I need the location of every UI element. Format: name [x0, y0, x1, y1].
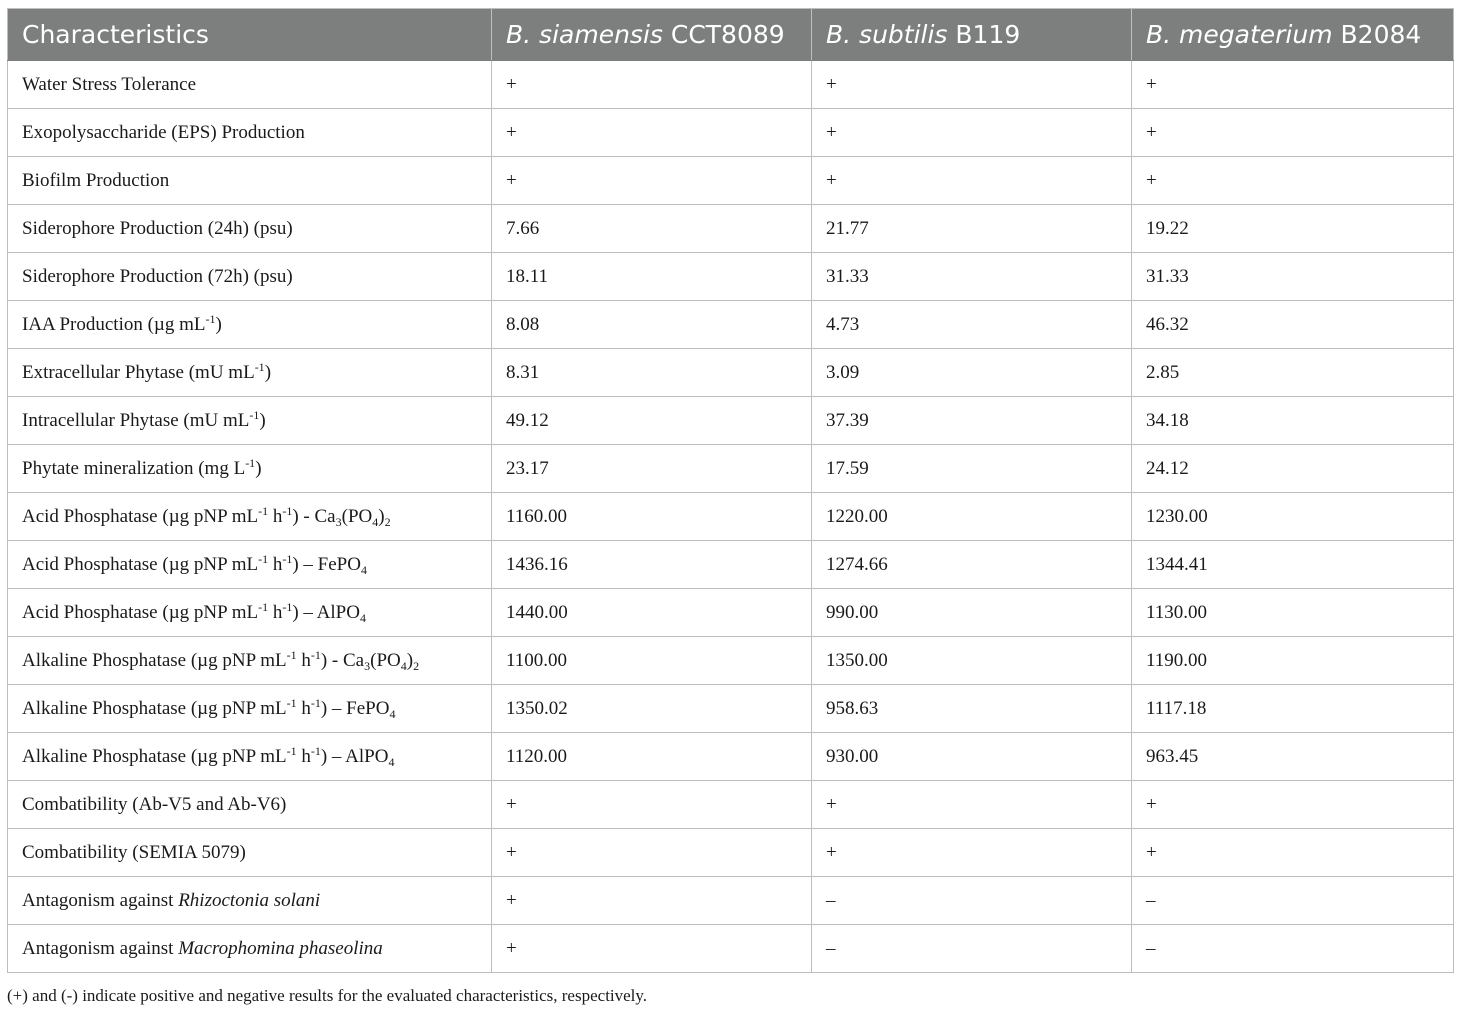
characteristic-label [8, 541, 492, 589]
table-row [8, 349, 1454, 397]
label-text: ) [378, 505, 385, 527]
table-row [8, 445, 1454, 493]
superscript: -1 [245, 455, 256, 470]
value-cell: 7.66 [492, 205, 812, 253]
table-body [8, 61, 1454, 973]
value-cell: 2.85 [1132, 349, 1454, 397]
organism-name: Rhizoctonia solani [178, 889, 321, 911]
label-text: h [296, 745, 311, 767]
label-text: Combatibility (Ab-V5 and Ab-V6) [22, 793, 287, 815]
characteristic-label [8, 205, 492, 253]
value-cell: + [492, 157, 812, 205]
species-name: B. subtilis [826, 20, 948, 49]
value-cell: + [492, 109, 812, 157]
label-text: Antagonism against [22, 889, 179, 911]
subscript: 2 [413, 658, 420, 673]
value-cell: + [812, 829, 1132, 877]
label-text: h [296, 649, 311, 671]
header-characteristics [8, 9, 492, 61]
table-row [8, 541, 1454, 589]
value-cell: + [1132, 781, 1454, 829]
label-text: ) - Ca [292, 505, 336, 527]
superscript: -1 [254, 359, 265, 374]
label-text: Water Stress Tolerance [22, 73, 197, 95]
table-row [8, 205, 1454, 253]
value-cell: 18.11 [492, 253, 812, 301]
header-label: CCT8089 [662, 20, 785, 49]
value-cell: 1436.16 [492, 541, 812, 589]
value-cell: 990.00 [812, 589, 1132, 637]
label-text: ) – FePO [292, 553, 361, 575]
superscript: -1 [258, 551, 269, 566]
value-cell: 8.08 [492, 301, 812, 349]
label-text: ) [406, 649, 414, 671]
header-strain-3 [1132, 9, 1454, 61]
label-text: h [268, 601, 283, 623]
label-text: Phytate mineralization (mg L [22, 457, 246, 479]
characteristic-label [8, 877, 492, 925]
value-cell: 1274.66 [812, 541, 1132, 589]
value-cell: 1220.00 [812, 493, 1132, 541]
characteristic-label [8, 445, 492, 493]
value-cell: + [812, 157, 1132, 205]
value-cell: 31.33 [812, 253, 1132, 301]
value-cell: + [492, 877, 812, 925]
table-row [8, 157, 1454, 205]
table-header-row [8, 9, 1454, 61]
label-text: ) [215, 313, 222, 335]
value-cell: 49.12 [492, 397, 812, 445]
characteristic-label [8, 109, 492, 157]
table-row [8, 61, 1454, 109]
value-cell: 3.09 [812, 349, 1132, 397]
label-text: Acid Phosphatase (µg pNP mL [22, 553, 259, 575]
label-text: Intracellular Phytase (mU mL [22, 409, 250, 431]
value-cell: + [812, 109, 1132, 157]
characteristic-label [8, 349, 492, 397]
value-cell: + [1132, 109, 1454, 157]
table-footnote: (+) and (-) indicate positive and negative results for the evaluated characteristics, respectively. [7, 986, 648, 1005]
superscript: -1 [310, 743, 321, 758]
characteristic-label [8, 781, 492, 829]
label-text: Alkaline Phosphatase (µg pNP mL [22, 649, 287, 671]
characteristic-label [8, 733, 492, 781]
superscript: -1 [286, 695, 297, 710]
characteristic-label [8, 685, 492, 733]
table-row [8, 829, 1454, 877]
superscript: -1 [282, 503, 293, 518]
value-cell: 963.45 [1132, 733, 1454, 781]
value-cell: 1100.00 [492, 637, 812, 685]
subscript: 4 [359, 610, 366, 625]
label-text: Siderophore Production (24h) (psu) [22, 217, 293, 239]
value-cell: + [492, 61, 812, 109]
label-text: Combatibility (SEMIA 5079) [22, 841, 246, 863]
organism-name: Macrophomina phaseolina [178, 937, 383, 959]
superscript: -1 [286, 647, 297, 662]
table-row [8, 685, 1454, 733]
value-cell: 46.32 [1132, 301, 1454, 349]
label-text: Extracellular Phytase (mU mL [22, 361, 255, 383]
value-cell: 1117.18 [1132, 685, 1454, 733]
value-cell: 24.12 [1132, 445, 1454, 493]
subscript: 4 [360, 562, 367, 577]
value-cell: – [1132, 925, 1454, 973]
value-cell: 1230.00 [1132, 493, 1454, 541]
label-text: (PO [341, 505, 373, 527]
superscript: -1 [310, 695, 321, 710]
label-text: Biofilm Production [22, 169, 170, 191]
label-text: ) – AlPO [320, 745, 389, 767]
label-text: IAA Production (µg mL [22, 313, 206, 335]
subscript: 4 [389, 706, 396, 721]
value-cell: + [1132, 829, 1454, 877]
label-text: Acid Phosphatase (µg pNP mL [22, 505, 259, 527]
characteristic-label [8, 157, 492, 205]
table-row [8, 733, 1454, 781]
characteristic-label [8, 253, 492, 301]
characteristic-label [8, 397, 492, 445]
header-strain-1 [492, 9, 812, 61]
value-cell: 21.77 [812, 205, 1132, 253]
characteristic-label [8, 61, 492, 109]
value-cell: 1440.00 [492, 589, 812, 637]
value-cell: 958.63 [812, 685, 1132, 733]
superscript: -1 [310, 647, 321, 662]
label-text: ) - Ca [320, 649, 365, 671]
header-label: Characteristics [22, 20, 209, 49]
value-cell: 17.59 [812, 445, 1132, 493]
superscript: -1 [282, 551, 293, 566]
table-row [8, 781, 1454, 829]
characteristic-label [8, 829, 492, 877]
value-cell: – [812, 877, 1132, 925]
value-cell: – [812, 925, 1132, 973]
label-text: Alkaline Phosphatase (µg pNP mL [22, 745, 287, 767]
header-label: B119 [947, 20, 1021, 49]
characteristic-label [8, 493, 492, 541]
species-name: B. megaterium [1146, 20, 1333, 49]
value-cell: 1160.00 [492, 493, 812, 541]
table-row [8, 925, 1454, 973]
superscript: -1 [286, 743, 297, 758]
label-text: (PO [370, 649, 401, 671]
table-row [8, 493, 1454, 541]
value-cell: 19.22 [1132, 205, 1454, 253]
value-cell: 1344.41 [1132, 541, 1454, 589]
value-cell: 1120.00 [492, 733, 812, 781]
table-row [8, 589, 1454, 637]
subscript: 4 [388, 754, 395, 769]
label-text: h [268, 505, 283, 527]
value-cell: + [812, 781, 1132, 829]
value-cell: 1350.02 [492, 685, 812, 733]
value-cell: 4.73 [812, 301, 1132, 349]
subscript: 4 [400, 658, 407, 673]
value-cell: 930.00 [812, 733, 1132, 781]
value-cell: + [492, 829, 812, 877]
subscript: 3 [364, 658, 371, 673]
label-text: Siderophore Production (72h) (psu) [22, 265, 293, 287]
characteristic-label [8, 301, 492, 349]
value-cell: 8.31 [492, 349, 812, 397]
value-cell: 23.17 [492, 445, 812, 493]
superscript: -1 [249, 407, 260, 422]
table-row [8, 637, 1454, 685]
value-cell: + [492, 925, 812, 973]
value-cell: + [1132, 61, 1454, 109]
value-cell: 1350.00 [812, 637, 1132, 685]
value-cell: 31.33 [1132, 253, 1454, 301]
label-text: ) [264, 361, 272, 383]
characteristic-label [8, 589, 492, 637]
label-text: ) [255, 457, 262, 479]
superscript: -1 [282, 599, 293, 614]
characteristic-label [8, 925, 492, 973]
table-row [8, 109, 1454, 157]
label-text: h [296, 697, 311, 719]
superscript: -1 [258, 599, 269, 614]
label-text: ) – AlPO [292, 601, 360, 623]
value-cell: + [1132, 157, 1454, 205]
value-cell: + [492, 781, 812, 829]
superscript: -1 [258, 503, 269, 518]
header-label: B2084 [1332, 20, 1422, 49]
characteristics-table [7, 8, 1454, 973]
value-cell: 1190.00 [1132, 637, 1454, 685]
table-row [8, 301, 1454, 349]
value-cell: 37.39 [812, 397, 1132, 445]
table-row [8, 397, 1454, 445]
header-strain-2 [812, 9, 1132, 61]
value-cell: 1130.00 [1132, 589, 1454, 637]
label-text: h [268, 553, 283, 575]
value-cell: 34.18 [1132, 397, 1454, 445]
subscript: 2 [384, 514, 391, 529]
species-name: B. siamensis [506, 20, 663, 49]
table-row [8, 253, 1454, 301]
characteristic-label [8, 637, 492, 685]
label-text: Acid Phosphatase (µg pNP mL [22, 601, 259, 623]
subscript: 4 [372, 514, 379, 529]
label-text: Alkaline Phosphatase (µg pNP mL [22, 697, 287, 719]
table-row [8, 877, 1454, 925]
subscript: 3 [335, 514, 342, 529]
value-cell: – [1132, 877, 1454, 925]
label-text: ) [259, 409, 266, 431]
value-cell: + [812, 61, 1132, 109]
label-text: ) – FePO [320, 697, 390, 719]
label-text: Exopolysaccharide (EPS) Production [22, 121, 305, 143]
label-text: Antagonism against [22, 937, 179, 959]
superscript: -1 [205, 311, 216, 326]
